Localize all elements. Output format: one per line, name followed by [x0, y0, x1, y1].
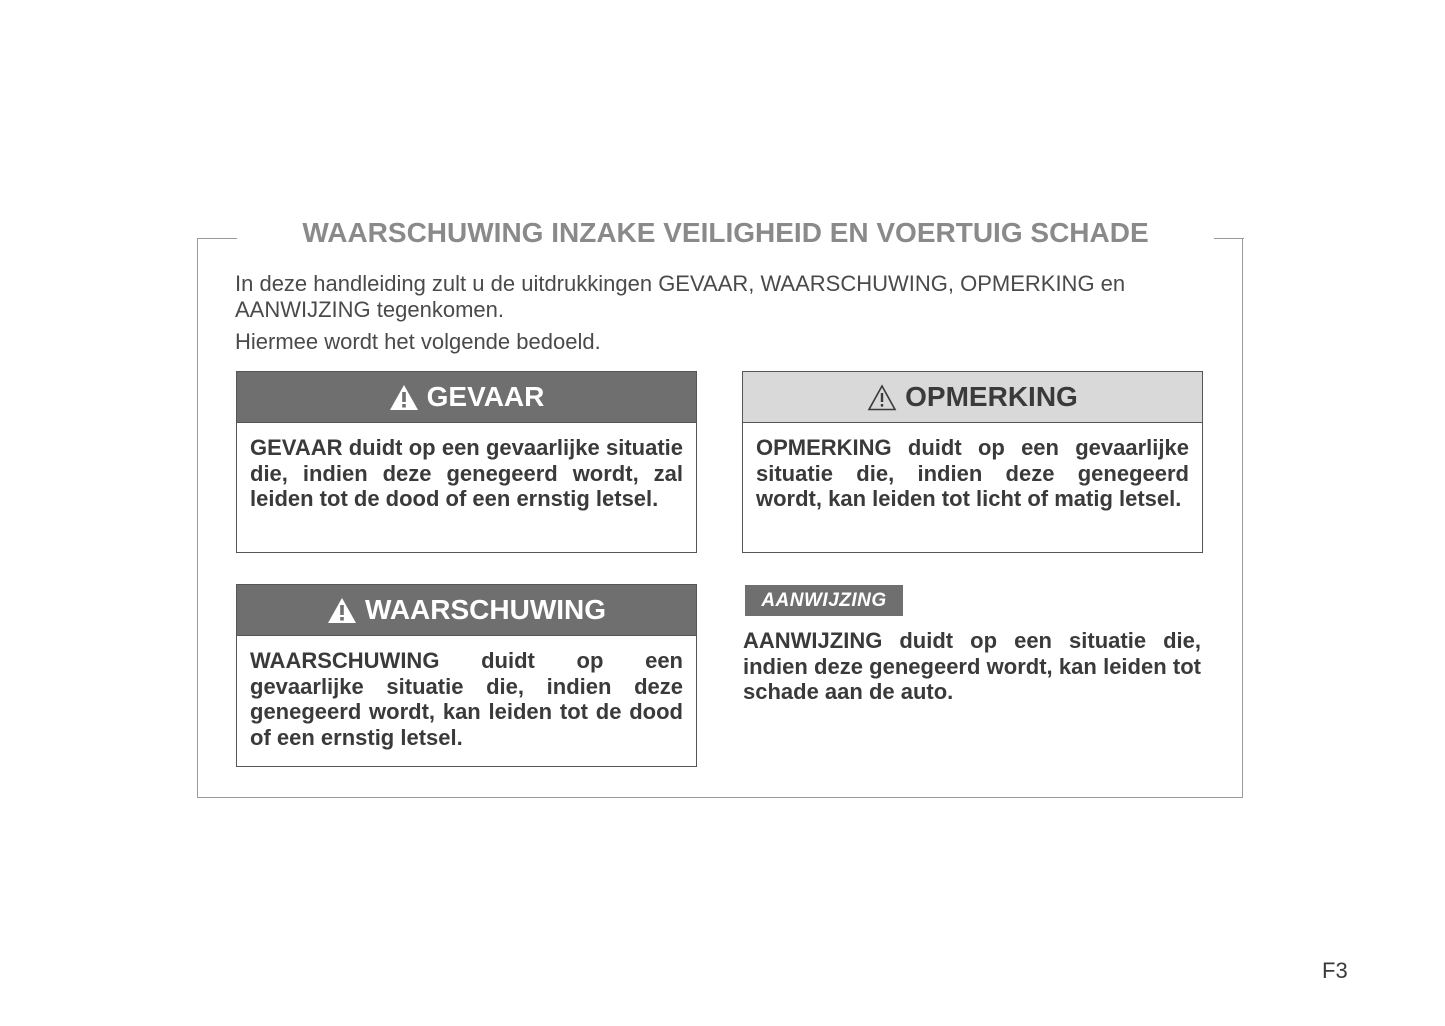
- waarschuwing-box: [236, 584, 697, 767]
- aanwijzing-tag: AANWIJZING: [745, 585, 903, 616]
- intro-text: [235, 271, 1225, 355]
- waarschuwing-header: [237, 585, 696, 636]
- warning-triangle-outline-icon: [867, 384, 897, 411]
- opmerking-box: [742, 371, 1203, 553]
- gevaar-text: GEVAAR duidt op een gevaarlijke situatie die, indien deze genegeerd wordt, zal leiden tot de dood of een ernstig letsel.: [250, 435, 683, 511]
- gevaar-header: [237, 372, 696, 423]
- aanwijzing-text: AANWIJZING duidt op een situatie die, indien deze genegeerd wordt, kan leiden tot schade aan de auto.: [743, 628, 1201, 704]
- waarschuwing-label: WAARSCHUWING: [364, 594, 607, 625]
- waarschuwing-text: WAARSCHUWING duidt op een gevaarlijke situatie die, indien deze genegeerd wordt, kan leiden tot de dood of een ernstig letsel.: [250, 648, 683, 750]
- page-number: F3: [1322, 958, 1348, 983]
- intro-line-2: Hiermee wordt het volgende bedoeld.: [235, 329, 601, 354]
- gevaar-box: [236, 371, 697, 553]
- warning-triangle-icon: [327, 597, 357, 624]
- frame-top-right-line: [1214, 238, 1244, 239]
- frame-top-left-line: [197, 238, 237, 239]
- section-title: WAARSCHUWING INZAKE VEILIGHEID EN VOERTUIG SCHADE: [302, 217, 1149, 248]
- opmerking-header: [743, 372, 1202, 423]
- gevaar-label: GEVAAR: [426, 381, 545, 412]
- warning-triangle-icon: [389, 384, 419, 411]
- opmerking-label: OPMERKING: [905, 381, 1078, 412]
- opmerking-text: OPMERKING duidt op een gevaarlijke situatie die, indien deze genegeerd wordt, kan leiden tot licht of matig letsel.: [756, 435, 1189, 511]
- intro-line-1: In deze handleiding zult u de uitdrukkingen GEVAAR, WAARSCHUWING, OPMERKING en AANWIJZING tegenkomen.: [235, 271, 1126, 322]
